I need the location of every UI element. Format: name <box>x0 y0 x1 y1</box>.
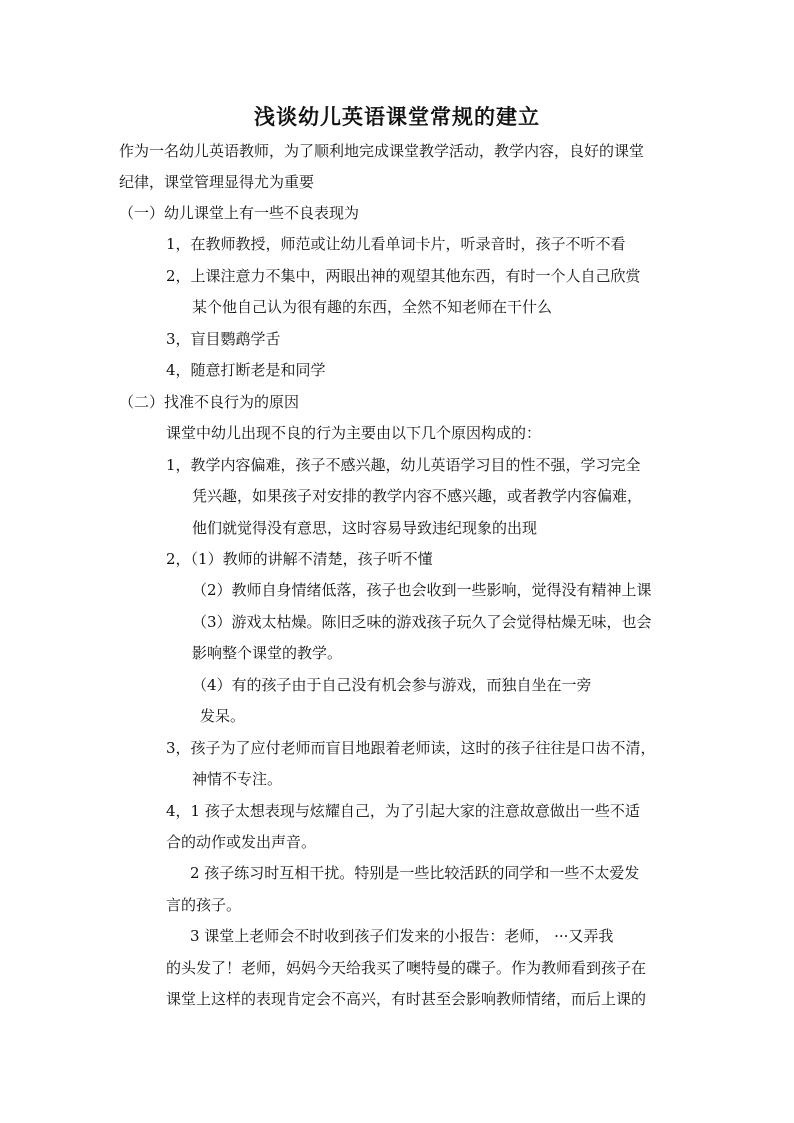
paragraph-line: 言的孩子。 <box>166 896 242 914</box>
list-item: 2，上课注意力不集中，两眼出神的观望其他东西，有时一个人自己欣赏 <box>166 267 641 285</box>
paragraph-line: 课堂上这样的表现肯定会不高兴，有时甚至会影响教师情绪，而后上课的 <box>166 990 647 1008</box>
paragraph-line: 3 课堂上老师会不时收到孩子们发来的小报告：老师， ···又弄我 <box>190 927 614 945</box>
document-title: 浅谈幼儿英语课堂常规的建立 <box>254 104 540 129</box>
list-item: 1，在教师教授，师范或让幼儿看单词卡片，听录音时，孩子不听不看 <box>166 235 626 253</box>
list-subitem: （2）教师自身情绪低落，孩子也会收到一些影响，觉得没有精神上课 <box>192 581 652 599</box>
list-subitem-continuation: 发呆。 <box>200 707 246 725</box>
section-lead: 课堂中幼儿出现不良的行为主要由以下几个原因构成的： <box>166 424 542 442</box>
list-item-continuation: 合的动作或发出声音。 <box>166 833 317 851</box>
list-item-continuation: 凭兴趣，如果孩子对安排的教学内容不感兴趣，或者教学内容偏难， <box>192 487 643 505</box>
intro-line: 作为一名幼儿英语教师，为了顺利地完成课堂教学活动，教学内容，良好的课堂 <box>119 142 645 160</box>
section-heading-1: （一）幼儿课堂上有一些不良表现为 <box>119 204 360 222</box>
intro-line: 纪律，课堂管理显得尤为重要 <box>119 173 315 191</box>
section-heading-2: （二）找准不良行为的原因 <box>119 393 300 411</box>
list-item: 1，教学内容偏难，孩子不感兴趣，幼儿英语学习目的性不强，学习完全 <box>166 456 641 474</box>
list-item: 4，1 孩子太想表现与炫耀自己，为了引起大家的注意故意做出一些不适 <box>166 802 640 820</box>
list-subitem: （4）有的孩子由于自己没有机会参与游戏，而独自坐在一旁 <box>192 676 592 694</box>
list-item-continuation: 某个他自己认为很有趣的东西，全然不知老师在干什么 <box>192 298 553 316</box>
paragraph-line: 的头发了！老师，妈妈今天给我买了噢特曼的碟子。作为教师看到孩子在 <box>166 959 647 977</box>
list-subitem-continuation: 影响整个课堂的教学。 <box>192 644 343 662</box>
list-item: 3，盲目鹦鹉学舌 <box>166 330 281 348</box>
list-item-continuation: 他们就觉得没有意思，这时容易导致违纪现象的出现 <box>192 519 538 537</box>
list-item: 3，孩子为了应付老师而盲目地跟着老师读，这时的孩子往往是口齿不清， <box>166 739 656 757</box>
paragraph-line: 2 孩子练习时互相干扰。特别是一些比较活跃的同学和一些不太爱发 <box>190 864 640 882</box>
list-item: 4，随意打断老是和同学 <box>166 361 326 379</box>
list-subitem: （3）游戏太枯燥。陈旧乏味的游戏孩子玩久了会觉得枯燥无味，也会 <box>192 613 652 631</box>
list-item-continuation: 神情不专注。 <box>192 770 283 788</box>
list-item: 2，（1）教师的讲解不清楚，孩子听不懂 <box>166 550 433 568</box>
